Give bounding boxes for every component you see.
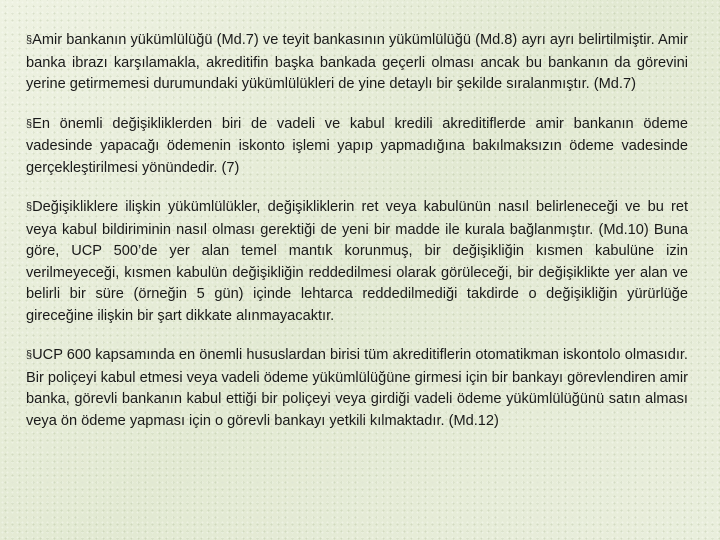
paragraph-text: UCP 600 kapsamında en önemli hususlardan birisi tüm akreditiflerin otomatikman iskontolo olmasıdır. Bir poliçeyi kabul etmesi veya vadeli ödeme yükümlülüğüne girmesi için bir bankayı görevlendiren amir banka, görevli bankanın kabul ettiği bir poliçeyi veya girdiği vadeli ödeme yükümlülüğünü satın alması veya ön ödeme yapması için o görevli bankayı yetkili kılmaktadır. (Md.12)	[26, 347, 688, 429]
bullet-icon: §	[26, 201, 33, 213]
paragraph-degisiklikler	[26, 197, 688, 327]
paragraph-text: Değişikliklere ilişkin yükümlülükler, değişikliklerin ret veya kabulünün nasıl belirleneceği ve bu ret veya kabul bildiriminin nasıl olması gerektiği de yeni bir madde ile kurala bağlanmıştır. (Md.10) Buna göre, UCP 500’de yer alan temel mantık korunmuş, bir değişikliğin kısmen kabulüne izin verilmeyeceği, kısmen kabulün değişikliğin reddedilmesi olarak görüleceği, bir değişiklikte yer alan ve belirli bir süre (örneğin 5 gün) içinde lehtarca reddedilmediği takdirde o değişikliğin yürürlüğe gireceğine ilişkin bir şart dikkate alınmayacaktır.	[26, 199, 688, 324]
slide-content	[26, 30, 688, 450]
paragraph-vadeli-akreditif	[26, 114, 688, 180]
paragraph-ucp-600	[26, 345, 688, 432]
paragraph-amir-banka	[26, 30, 688, 96]
paragraph-text: En önemli değişikliklerden biri de vadeli ve kabul kredili akreditiflerde amir bankanın ödeme vadesinde yapacağı ödemenin iskonto işlemi yapıp yapmadığına bakılmaksızın ödeme vadesinde gerçekleştirilmesi yönündedir. (7)	[26, 115, 688, 176]
bullet-icon: §	[26, 349, 33, 361]
bullet-icon: §	[26, 34, 33, 46]
paragraph-text: Amir bankanın yükümlülüğü (Md.7) ve teyit bankasının yükümlülüğü (Md.8) ayrı ayrı belirtilmiştir. Amir banka ibrazı karşılamakla, akreditifin başka bankada geçerli olması ancak bu bankanın da görevini yerine getirmemesi durumundaki yükümlülükleri de yine detaylı bir şekilde sıralanmıştır. (Md.7)	[26, 32, 688, 92]
bullet-icon: §	[26, 117, 33, 130]
